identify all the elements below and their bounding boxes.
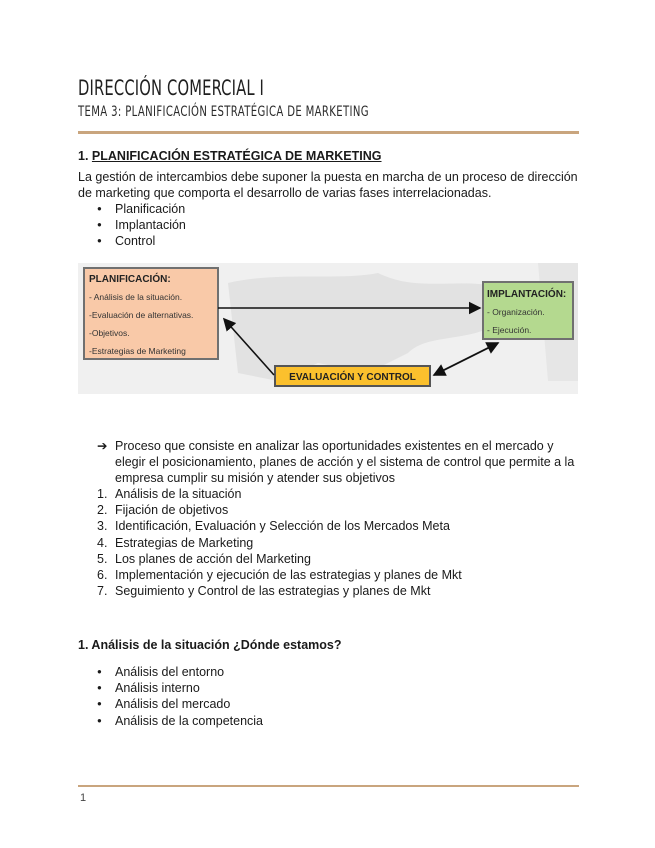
section-number: 1. (78, 149, 89, 163)
course-title: DIRECCIÓN COMERCIAL I (78, 76, 265, 100)
list-item (78, 583, 462, 599)
footer-divider (78, 785, 579, 787)
list-item: ● Análisis interno (78, 680, 263, 696)
phase-list (78, 201, 186, 250)
topic-title: TEMA 3: PLANIFICACIÓN ESTRATÉGICA DE MARKETING (78, 104, 369, 120)
planning-item: - Análisis de la situación. (89, 292, 183, 302)
step-text: Análisis de la situación (115, 487, 242, 501)
implementation-item: - Ejecución. (487, 325, 532, 335)
planning-title: PLANIFICACIÓN: (89, 274, 171, 285)
list-item: ● Control (78, 233, 186, 249)
step-text: Implementación y ejecución de las estrategias y planes de Mkt (115, 568, 462, 583)
step-number: 3. (97, 519, 108, 534)
list-item (78, 567, 462, 583)
list-item (78, 502, 462, 518)
list-item: ● Análisis de la competencia (78, 713, 263, 729)
step-text: Los planes de acción del Marketing (115, 551, 311, 566)
section-heading (78, 149, 382, 163)
list-item: ● Planificación (78, 201, 186, 217)
evaluation-title: EVALUACIÓN Y CONTROL (289, 372, 416, 383)
intro-paragraph: La gestión de intercambios debe suponer la puesta en marcha de un proceso de dirección de marketing que comporta el desarrollo de varias fases interrelacionadas. (78, 170, 578, 200)
step-text: Fijación de objetivos (115, 503, 229, 518)
implementation-title: IMPLANTACIÓN: (487, 289, 567, 300)
list-item: ● Implantación (78, 217, 186, 233)
list-item (78, 518, 462, 534)
subsection-heading: 1. Análisis de la situación ¿Dónde estamos? (78, 638, 342, 652)
section-heading-text: PLANIFICACIÓN ESTRATÉGICA DE MARKETING (91, 149, 382, 163)
arrow-bullet-icon: ➔ (97, 439, 108, 453)
step-number: 5. (97, 551, 108, 566)
list-item: ● Análisis del entorno (78, 664, 263, 680)
step-number: 6. (97, 568, 108, 583)
process-diagram (78, 263, 578, 394)
analysis-list (78, 664, 263, 729)
step-number: 2. (97, 503, 108, 518)
process-description-text: Proceso que consiste en analizar las oportunidades existentes en el mercado y elegir el posicionamiento, planes de acción y el sistema de control que permite a la empresa cumplir su misión y atender sus objetivos (115, 439, 575, 486)
list-item (78, 486, 462, 502)
step-text: Estrategias de Marketing (115, 535, 254, 550)
planning-item: -Estrategias de Marketing (89, 346, 186, 356)
step-number: 4. (97, 535, 108, 550)
step-number: 7. (97, 584, 108, 599)
planning-item: -Objetivos. (89, 328, 130, 338)
planning-item: -Evaluación de alternativas. (89, 310, 194, 320)
step-text: Identificación, Evaluación y Selección de los Mercados Meta (115, 519, 450, 534)
step-number: 1. (97, 487, 108, 501)
header-divider (78, 131, 579, 134)
process-steps (78, 486, 462, 599)
process-description (78, 438, 578, 487)
step-text: Seguimiento y Control de las estrategias y planes de Mkt (115, 584, 431, 599)
list-item: ● Análisis del mercado (78, 696, 263, 712)
implementation-item: - Organización. (487, 307, 545, 317)
list-item (78, 551, 462, 567)
list-item (78, 535, 462, 551)
page-number: 1 (80, 792, 87, 804)
